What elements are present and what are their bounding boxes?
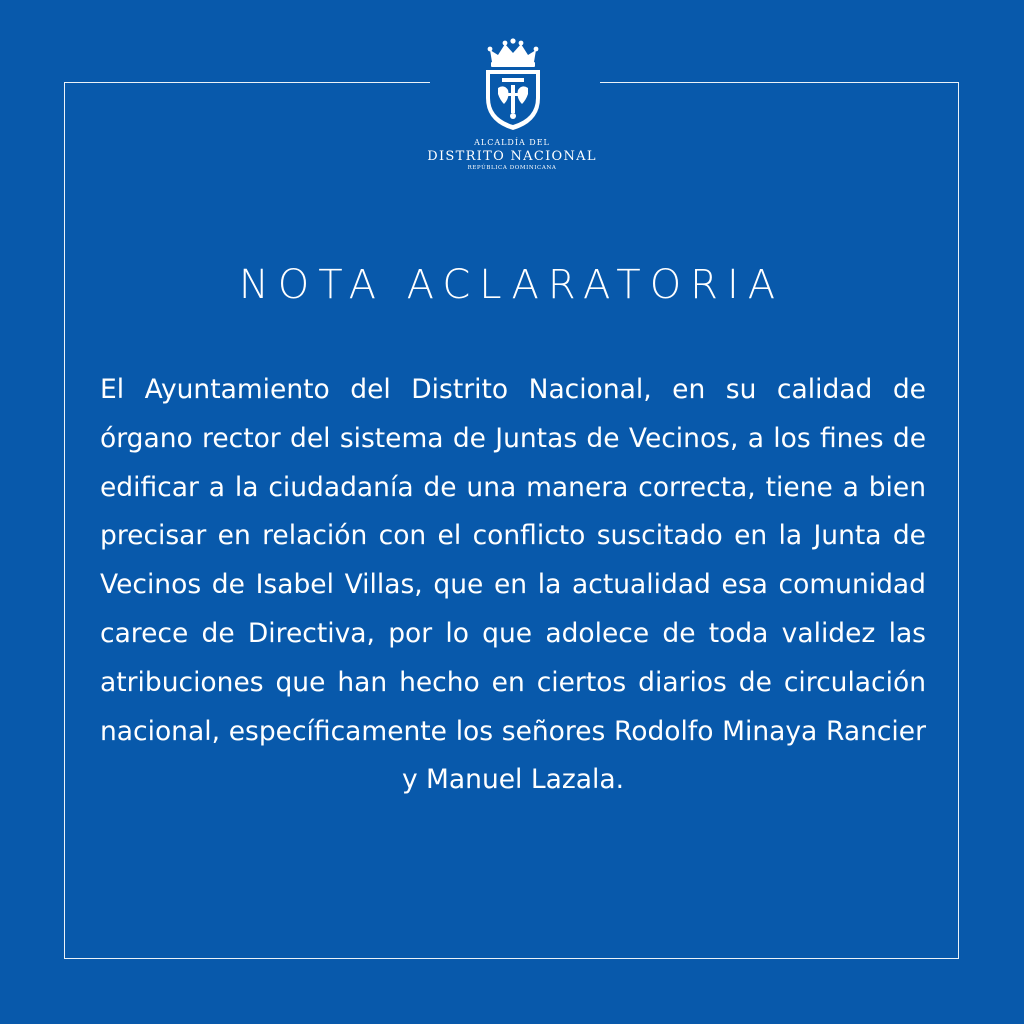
coat-of-arms-icon [480,38,546,136]
page-title: NOTA ACLARATORIA [238,262,785,308]
organization-name [412,139,612,172]
org-line-republica: REPÚBLICA DOMINICANA [467,165,557,171]
org-line-alcaldia: ALCALDÍA DEL [474,138,550,147]
statement-body: El Ayuntamiento del Distrito Nacional, en su calidad de órgano rector del sistema de Juntas de Vecinos, a los fines de edificar a la ciudadanía de una manera correcta, tiene a bien precisar en relación con el conflicto suscitado en la Junta de Vecinos de Isabel Villas, que en la actualidad esa comunidad carece de Directiva, por lo que adolece de toda validez las atribuciones que han hecho en ciertos diarios de circulación nacional, específicamente los señores Rodolfo Minaya Rancier y Manuel Lazala. [100,374,926,796]
org-line-distrito: DISTRITO NACIONAL [427,149,597,164]
